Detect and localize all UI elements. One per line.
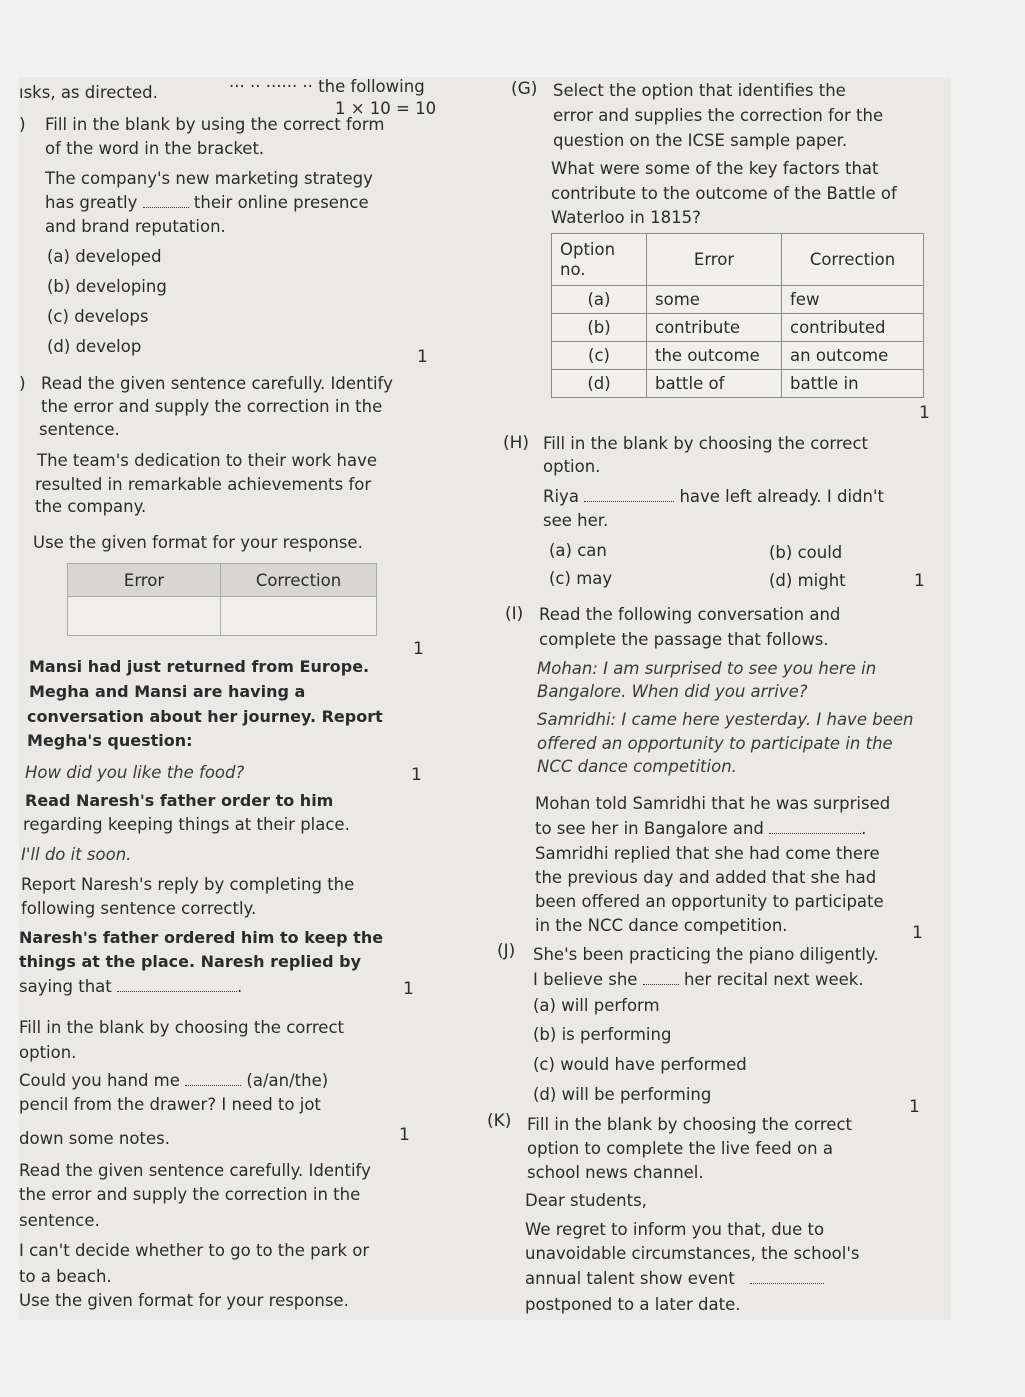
section-heading-fragment: ··· ·· ······ ·· the following: [229, 77, 425, 96]
q-b-instruction: sentence.: [39, 420, 120, 439]
q-h-text: option.: [543, 457, 601, 476]
q-a-option[interactable]: (c) develops: [47, 307, 149, 326]
news-feed-line: We regret to inform you that, due to: [525, 1220, 825, 1239]
fill-blank[interactable]: [750, 1283, 824, 1284]
news-feed-line: Dear students,: [525, 1191, 647, 1210]
q-b-instruction: Read the given sentence carefully. Identify: [41, 374, 393, 393]
q-i-label: (I): [505, 604, 524, 624]
q-k-label: (K): [487, 1111, 512, 1131]
q-j-text-part: her recital next week.: [683, 970, 864, 989]
conversation-line: Samridhi: I came here yesterday. I have been: [537, 710, 914, 729]
option-cell: (a): [552, 286, 647, 314]
correction-cell: an outcome: [782, 342, 924, 370]
q-f-text: the error and supply the correction in the: [19, 1185, 361, 1204]
q-h-option[interactable]: (a) can: [549, 541, 607, 560]
q-a-option[interactable]: (b) developing: [47, 277, 167, 296]
q-h-option[interactable]: (d) might: [769, 571, 846, 590]
q-j-text-part: I believe she: [533, 970, 638, 989]
q-b-format-instruction: Use the given format for your response.: [33, 533, 363, 552]
q-h-text: [543, 487, 884, 507]
fill-blank[interactable]: [117, 991, 237, 992]
q-h-label: (H): [503, 433, 530, 453]
passage-line: the previous day and added that she had: [535, 868, 877, 887]
fill-blank[interactable]: [769, 833, 861, 834]
q-g-question: What were some of the key factors that: [551, 159, 879, 178]
marks: 1: [413, 639, 424, 659]
error-cell: contribute: [647, 314, 782, 342]
q-c-quote: How did you like the food?: [25, 763, 245, 782]
q-e-text: pencil from the drawer? I need to jot: [19, 1095, 321, 1114]
q-d-text: Naresh's father ordered him to keep the: [19, 928, 384, 947]
conversation-line: offered an opportunity to participate in the: [537, 734, 893, 753]
q-a-label: ): [19, 115, 26, 135]
section-instruction: ısks, as directed.: [19, 83, 158, 102]
q-a-instruction: of the word in the bracket.: [45, 139, 265, 158]
fill-blank[interactable]: [143, 207, 189, 208]
q-d-text: Report Naresh's reply by completing the: [21, 875, 355, 894]
q-i-text: Read the following conversation and: [539, 605, 841, 624]
q-j-option[interactable]: (b) is performing: [533, 1025, 672, 1044]
correction-cell: battle in: [782, 370, 924, 398]
format-header-correction: Correction: [221, 564, 377, 597]
news-feed-line: unavoidable circumstances, the school's: [525, 1244, 860, 1263]
conversation-line: NCC dance competition.: [537, 757, 737, 776]
fill-blank[interactable]: [185, 1085, 241, 1086]
q-f-sentence: to a beach.: [19, 1267, 112, 1286]
q-b-sentence: resulted in remarkable achievements for: [35, 475, 372, 494]
q-c-text: Megha and Mansi are having a: [29, 682, 306, 701]
news-feed-line: [525, 1269, 824, 1289]
q-b-sentence: the company.: [35, 497, 147, 516]
table-row[interactable]: [552, 370, 924, 398]
q-a-sentence: and brand reputation.: [45, 217, 226, 236]
q-c-text: conversation about her journey. Report: [27, 707, 383, 726]
passage-line: been offered an opportunity to participate: [535, 892, 884, 911]
q-h-option[interactable]: (b) could: [769, 543, 843, 562]
table-row[interactable]: [552, 314, 924, 342]
q-i-text: complete the passage that follows.: [539, 630, 829, 649]
q-e-text: [19, 1071, 328, 1091]
format-header-error: Error: [68, 564, 221, 597]
correction-cell: contributed: [782, 314, 924, 342]
passage-line: Samridhi replied that she had come there: [535, 844, 880, 863]
q-d-text: things at the place. Naresh replied by: [19, 952, 361, 971]
marks: 1: [912, 923, 923, 943]
q-d-text: Read Naresh's father order to him: [25, 791, 334, 810]
q-f-text: Read the given sentence carefully. Identify: [19, 1161, 371, 1180]
q-b-label: ): [19, 374, 26, 394]
fill-blank[interactable]: [643, 984, 679, 985]
conversation-line: Mohan: I am surprised to see you here in: [537, 659, 877, 678]
q-j-label: (J): [497, 941, 516, 961]
table-header: Error: [647, 234, 782, 286]
news-feed-line-part: annual talent show event: [525, 1269, 735, 1288]
q-g-label: (G): [511, 79, 538, 99]
marks-formula: 1 × 10 = 10: [335, 99, 437, 118]
q-k-text: option to complete the live feed on a: [527, 1139, 833, 1158]
table-header: Correction: [782, 234, 924, 286]
option-cell: (b): [552, 314, 647, 342]
q-d-quote: I'll do it soon.: [21, 845, 132, 864]
marks: 1: [399, 1125, 410, 1145]
marks: 1: [909, 1097, 920, 1117]
option-cell: (d): [552, 370, 647, 398]
q-a-sentence: The company's new marketing strategy: [45, 169, 373, 188]
q-c-text: Mansi had just returned from Europe.: [29, 657, 370, 676]
table-header: Option no.: [552, 234, 647, 286]
q-a-instruction: Fill in the blank by using the correct form: [45, 115, 385, 134]
q-c-text: Megha's question:: [27, 731, 193, 750]
error-cell: the outcome: [647, 342, 782, 370]
q-j-option[interactable]: (a) will perform: [533, 996, 660, 1015]
q-h-option[interactable]: (c) may: [549, 569, 613, 588]
correction-answer-cell[interactable]: [221, 597, 377, 636]
passage-line-part: to see her in Bangalore and: [535, 819, 764, 838]
conversation-line: Bangalore. When did you arrive?: [537, 682, 808, 701]
q-e-text-part: (a/an/the): [246, 1071, 329, 1090]
news-feed-line: postponed to a later date.: [525, 1295, 741, 1314]
fill-blank[interactable]: [584, 501, 674, 502]
q-h-text-part: Riya: [543, 487, 579, 506]
q-a-option[interactable]: (a) developed: [47, 247, 162, 266]
marks: 1: [411, 765, 422, 785]
q-f-text: sentence.: [19, 1211, 100, 1230]
passage-line: in the NCC dance competition.: [535, 916, 788, 935]
q-j-text: [533, 970, 864, 990]
q-k-text: school news channel.: [527, 1163, 704, 1182]
q-d-text: regarding keeping things at their place.: [23, 815, 350, 834]
q-j-option[interactable]: (c) would have performed: [533, 1055, 747, 1074]
error-cell: battle of: [647, 370, 782, 398]
q-j-option[interactable]: (d) will be performing: [533, 1085, 712, 1104]
q-b-sentence: The team's dedication to their work have: [37, 451, 377, 470]
table-row[interactable]: [552, 286, 924, 314]
correction-cell: few: [782, 286, 924, 314]
q-h-text: Fill in the blank by choosing the correct: [543, 434, 868, 453]
q-g-text: Select the option that identifies the: [553, 81, 846, 100]
q-h-text-part: have left already. I didn't: [679, 487, 884, 506]
answer-format-table: [67, 563, 377, 636]
option-cell: (c): [552, 342, 647, 370]
q-h-text: see her.: [543, 511, 609, 530]
q-a-option[interactable]: (d) develop: [47, 337, 142, 356]
q-d-text-part: saying that: [19, 977, 112, 996]
options-table: [551, 233, 924, 398]
q-d-text: following sentence correctly.: [21, 899, 257, 918]
q-a-sentence-part: their online presence: [193, 193, 369, 212]
passage-line: Mohan told Samridhi that he was surprised: [535, 794, 891, 813]
marks: 1: [919, 403, 930, 423]
q-g-text: error and supplies the correction for the: [553, 106, 884, 125]
marks: 1: [914, 571, 925, 591]
passage-line: to see her in Bangalore and .: [535, 819, 867, 838]
exam-page: [19, 77, 951, 1320]
q-e-text: down some notes.: [19, 1129, 170, 1148]
q-g-text: question on the ICSE sample paper.: [553, 131, 848, 150]
q-e-text-part: Could you hand me: [19, 1071, 180, 1090]
q-d-text: saying that .: [19, 977, 243, 996]
q-b-instruction: the error and supply the correction in the: [41, 397, 383, 416]
q-a-sentence: [45, 193, 369, 213]
q-g-question: Waterloo in 1815?: [551, 208, 701, 227]
q-g-question: contribute to the outcome of the Battle of: [551, 184, 897, 203]
q-k-text: Fill in the blank by choosing the correct: [527, 1115, 852, 1134]
q-e-text: option.: [19, 1043, 77, 1062]
marks: 1: [417, 347, 428, 367]
q-a-sentence-part: has greatly: [45, 193, 138, 212]
q-j-text: She's been practicing the piano diligently.: [533, 945, 879, 964]
q-f-format-instruction: Use the given format for your response.: [19, 1291, 349, 1310]
marks: 1: [403, 979, 414, 999]
q-e-text: Fill in the blank by choosing the correct: [19, 1018, 344, 1037]
q-f-sentence: I can't decide whether to go to the park or: [19, 1241, 370, 1260]
error-answer-cell[interactable]: [68, 597, 221, 636]
error-cell: some: [647, 286, 782, 314]
table-row[interactable]: [552, 342, 924, 370]
